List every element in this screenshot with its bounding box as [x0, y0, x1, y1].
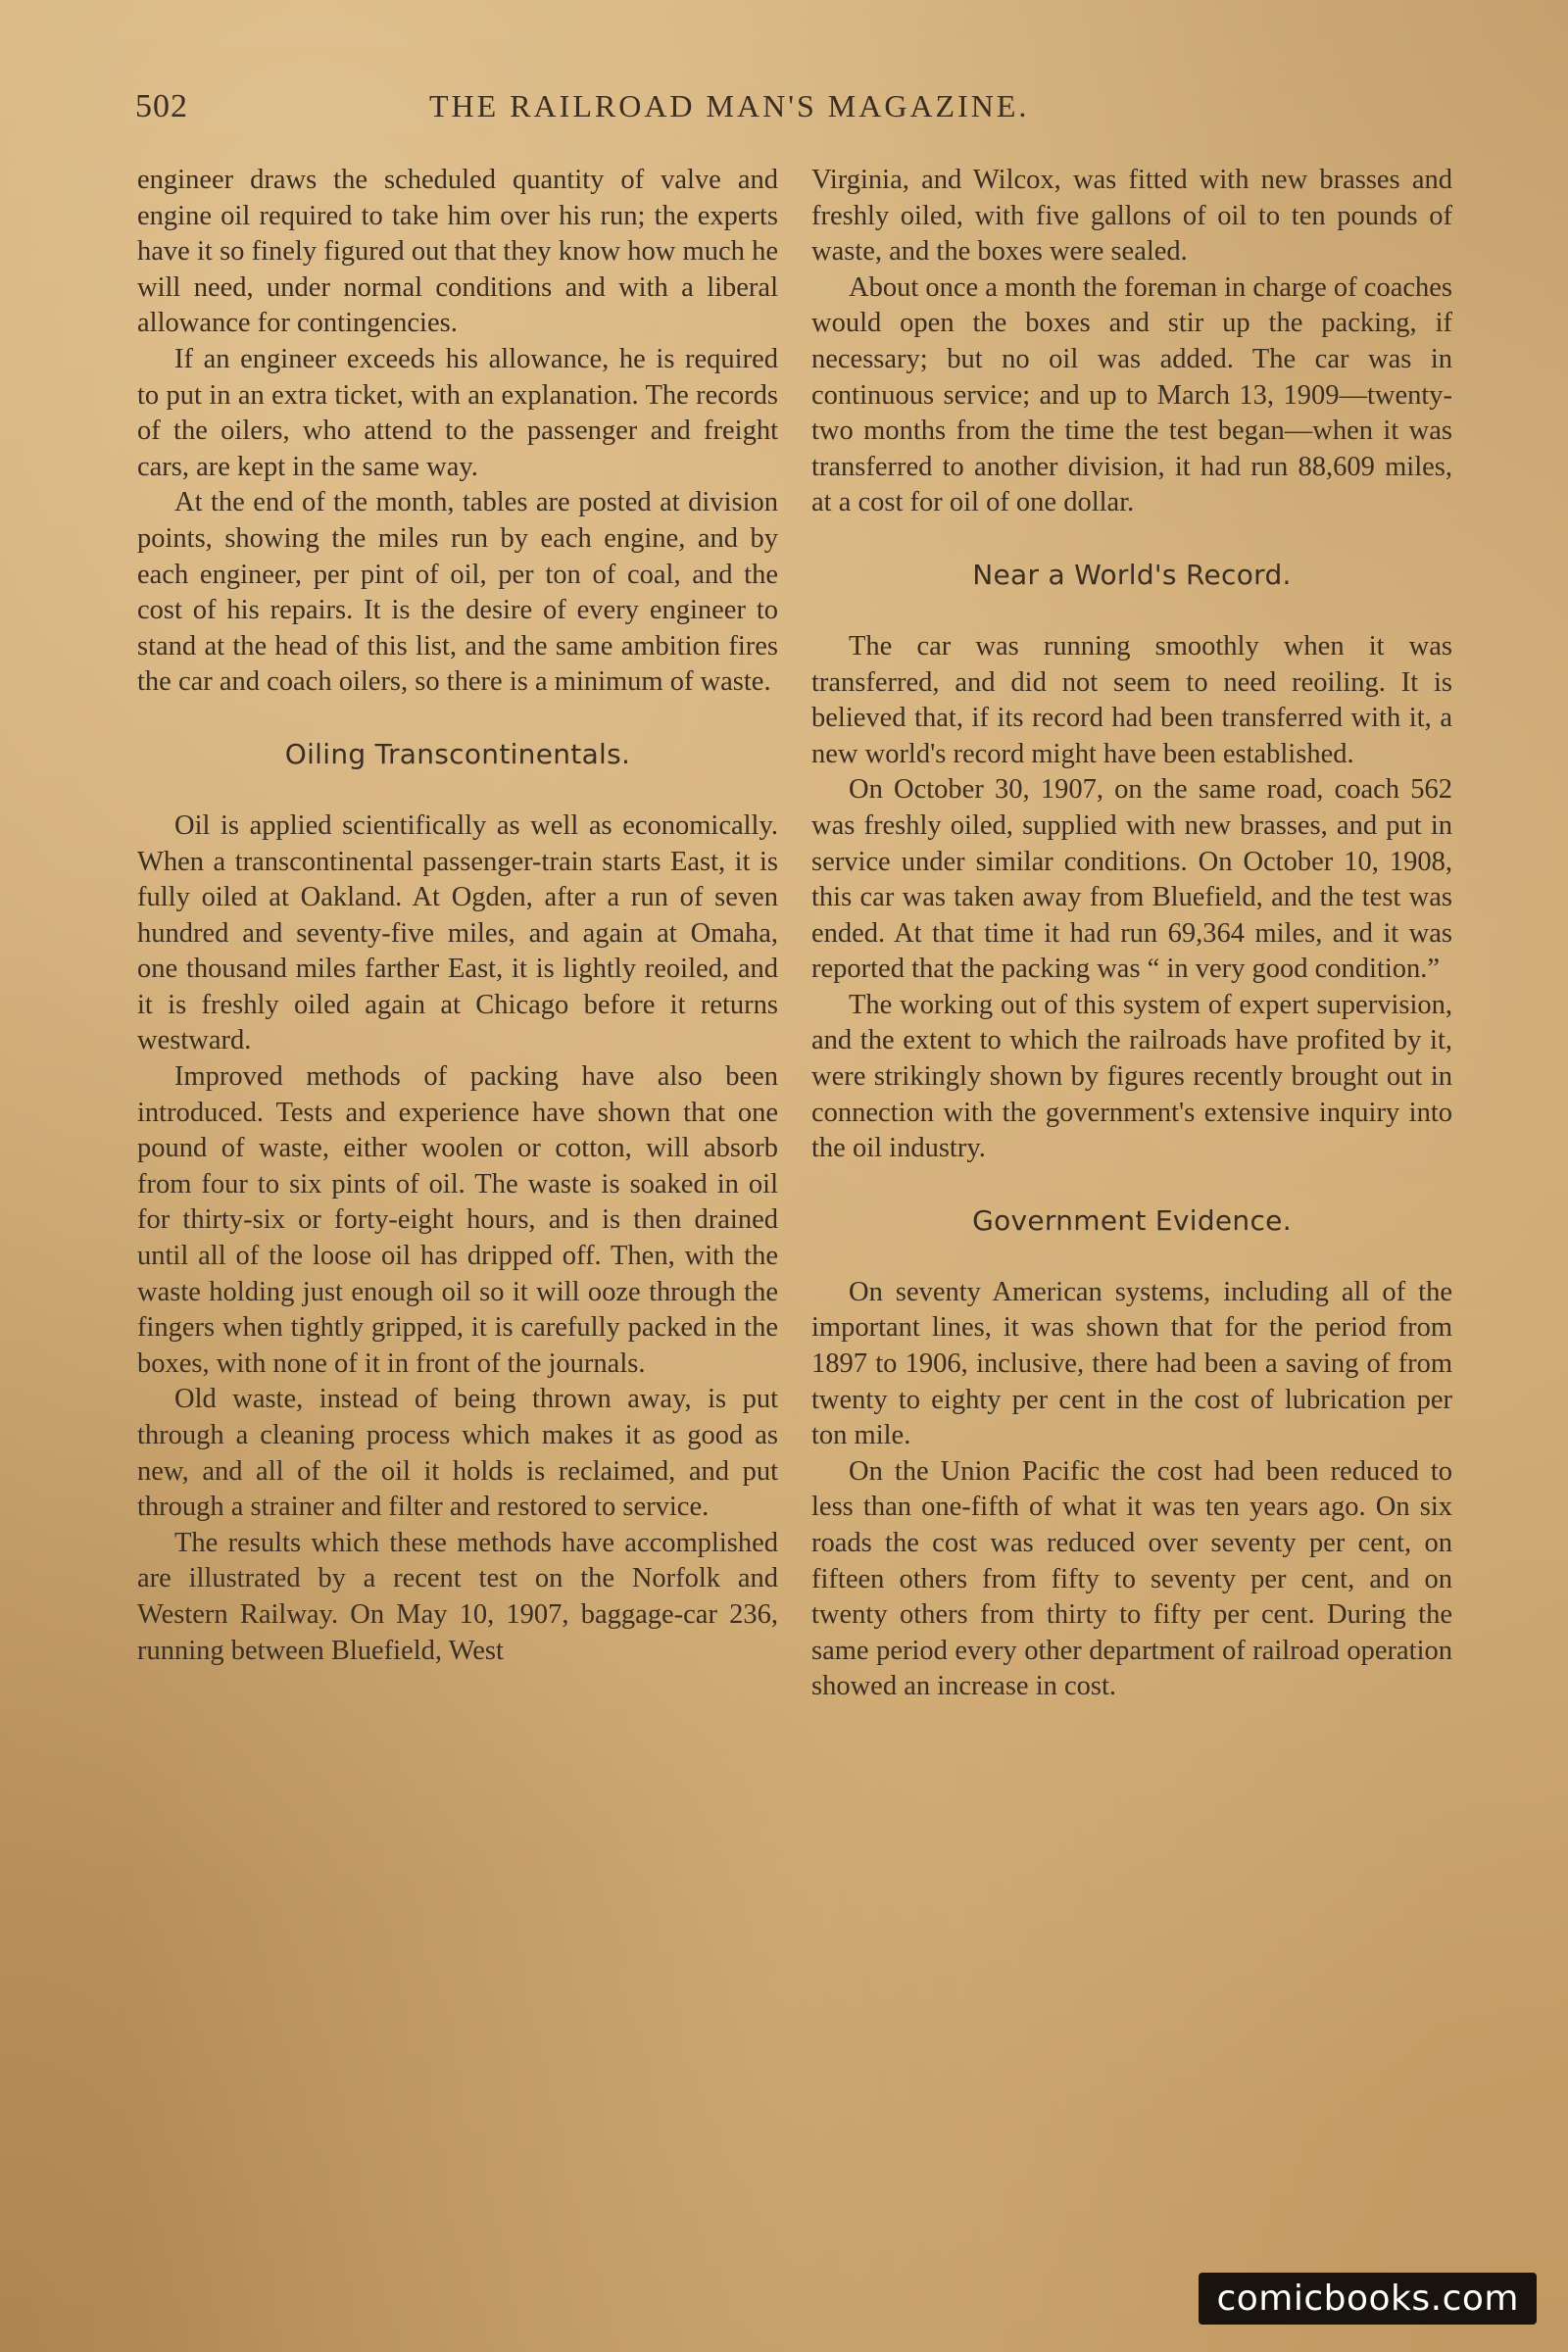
section-heading: Near a World's Record.: [972, 558, 1292, 591]
right-column: [811, 163, 1452, 1705]
paragraph: Improved methods of packing have also been introduced. Tests and experience have shown that one pound of waste, either woolen or cotton, will absorb from four to six pints of oil. The waste is soaked in oil for thirty-six or forty-eight hours, and is then drained until all of the loose oil has dripped off. Then, with the waste holding just enough oil so it will ooze through the fingers when tightly gripped, it is carefully packed in the boxes, with none of it in front of the journals.: [137, 1061, 778, 1379]
section-heading: Oiling Transcontinentals.: [284, 737, 631, 770]
page-number: 502: [135, 88, 188, 124]
magazine-title: THE RAILROAD MAN'S MAGAZINE.: [429, 88, 1030, 123]
paragraph: The car was running smoothly when it was transferred, and did not seem to need reoiling. It is believed that, if its record had been transferred with it, a new world's record might have been established.: [811, 630, 1452, 769]
paragraph: If an engineer exceeds his allowance, he is required to put in an extra ticket, with an explanation. The records of the oilers, who attend to the passenger and freight cars, are kept in the same way.: [137, 343, 778, 482]
watermark-logo: comicbooks.com: [1199, 2273, 1537, 2325]
paragraph: engineer draws the scheduled quantity of valve and engine oil required to take him over his run; the experts have it so finely figured out that they know how much he will need, under normal conditions and with a liberal allowance for contingencies.: [137, 165, 778, 339]
running-head: [135, 88, 1448, 137]
paragraph: Oil is applied scientifically as well as economically. When a transcontinental passenger-train starts East, it is fully oiled at Oakland. At Ogden, after a run of seven hundred and seventy-five miles, and again at Omaha, one thousand miles farther East, it is lightly reoiled, and it is freshly oiled again at Chicago before it returns westward.: [137, 809, 778, 1056]
paragraph: At the end of the month, tables are posted at division points, showing the miles run by each engine, and by each engineer, per pint of oil, per ton of coal, and the cost of his repairs. It is the desire of every engineer to stand at the head of this list, and the same ambition fires the car and coach oilers, so there is a minimum of waste.: [137, 487, 778, 698]
left-column: [137, 163, 778, 1669]
paragraph: About once a month the foreman in charge of coaches would open the boxes and stir up the packing, if necessary; but no oil was added. The car was in continuous service; and up to March 13, 1909—twenty-two months from the time the test began—when it was transferred to another division, it had run 88,609 miles, at a cost for oil of one dollar.: [811, 271, 1452, 518]
paragraph: Virginia, and Wilcox, was fitted with new brasses and freshly oiled, with five gallons of oil to ten pounds of waste, and the boxes were sealed.: [811, 165, 1452, 268]
paragraph: Old waste, instead of being thrown away, is put through a cleaning process which makes it as good as new, and all of the oil it holds is reclaimed, and put through a strainer and filter and restored to service.: [137, 1384, 778, 1523]
paragraph: On the Union Pacific the cost had been reduced to less than one-fifth of what it was ten years ago. On six roads the cost was reduced over seventy per cent, on fifteen others from fifty to seventy per cent, and on twenty others from thirty to fifty per cent. During the same period every other department of railroad operation showed an increase in cost.: [811, 1455, 1452, 1702]
paragraph: The working out of this system of expert supervision, and the extent to which the railroads have profited by it, were strikingly shown by figures recently brought out in connection with the government's extensive inquiry into the oil industry.: [811, 989, 1452, 1164]
paragraph: On seventy American systems, including all of the important lines, it was shown that for the period from 1897 to 1906, inclusive, there had been a saving of from twenty to eighty per cent in the cost of lubrication per ton mile.: [811, 1276, 1452, 1451]
paragraph: On October 30, 1907, on the same road, coach 562 was freshly oiled, supplied with new brasses, and put in service under similar conditions. On October 10, 1908, this car was taken away from Bluefield, and the test was ended. At that time it had run 69,364 miles, and it was reported that the packing was “ in very good condition.”: [811, 774, 1452, 985]
section-heading: Government Evidence.: [972, 1203, 1292, 1237]
paragraph: The results which these methods have accomplished are illustrated by a recent test on the Norfolk and Western Railway. On May 10, 1907, baggage-car 236, running between Bluefield, West: [137, 1527, 778, 1666]
